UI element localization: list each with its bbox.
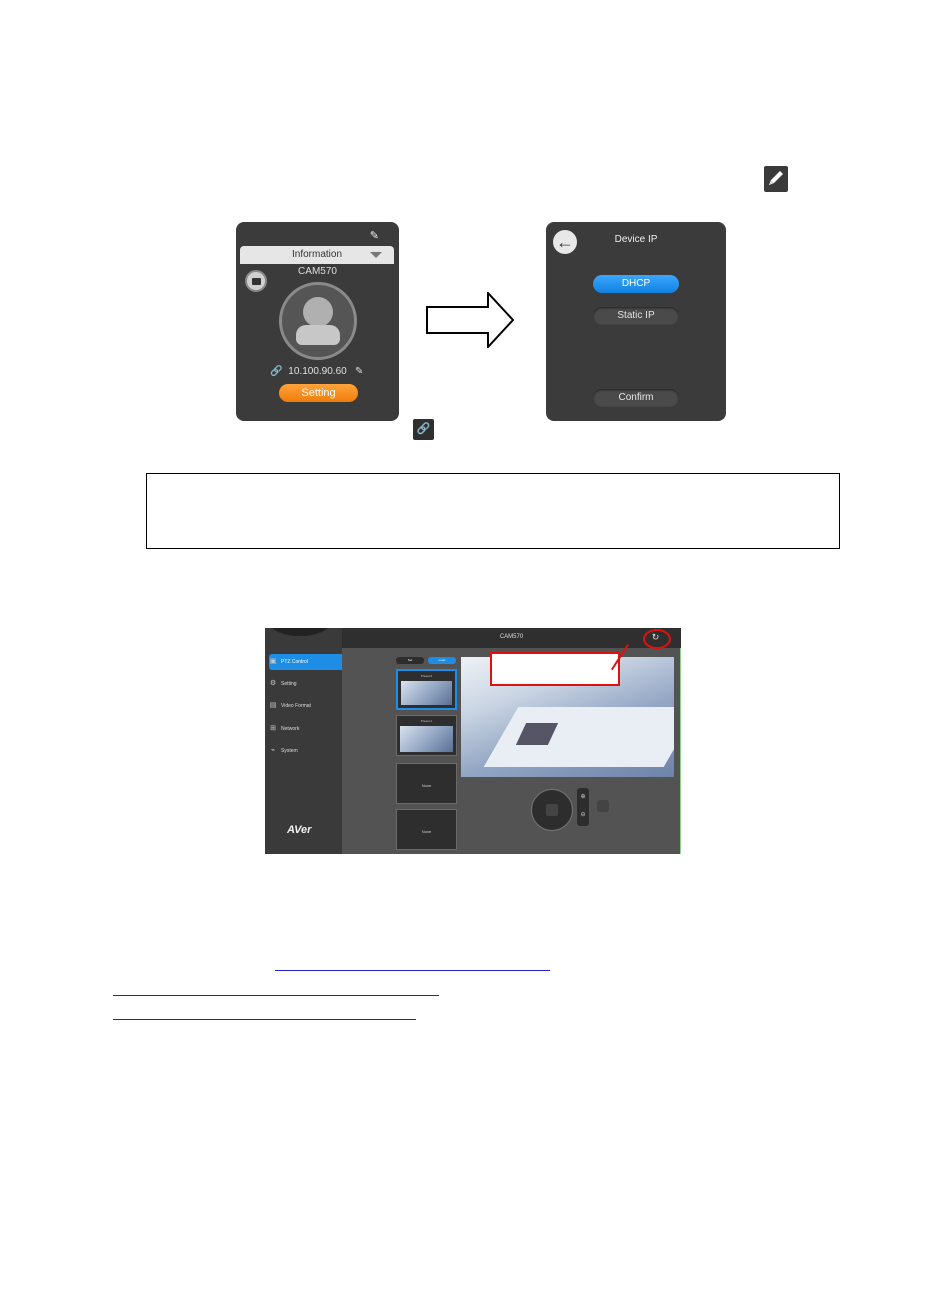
- network-icon: ⊞: [270, 725, 276, 732]
- device-ip-title: Device IP: [614, 234, 658, 245]
- edit-pencil-icon: [764, 166, 788, 192]
- zoom-out-icon[interactable]: ⊖: [580, 812, 586, 818]
- dropdown-arrow-icon: [370, 252, 382, 258]
- load-button[interactable]: Load: [428, 657, 456, 664]
- information-dropdown[interactable]: [240, 246, 394, 264]
- link-icon[interactable]: 🔗: [270, 366, 283, 377]
- note-box: [146, 473, 840, 549]
- pencil-icon[interactable]: ✎: [369, 230, 379, 242]
- camera-name: CAM570: [298, 266, 337, 277]
- ptz-icon: ▣: [269, 658, 277, 665]
- web-ui-screenshot: [265, 628, 681, 854]
- preset-thumbnail: [400, 726, 453, 752]
- preset-0[interactable]: Preset 0: [396, 669, 457, 710]
- preset-3[interactable]: None: [396, 809, 457, 850]
- fit-icon[interactable]: [597, 800, 609, 812]
- preset-1[interactable]: Preset 1: [396, 715, 457, 756]
- top-bar: [342, 628, 681, 648]
- hyperlink-underline[interactable]: [275, 970, 550, 971]
- sidebar: [265, 628, 342, 854]
- highlight-circle: [643, 629, 671, 649]
- dhcp-button[interactable]: DHCP: [593, 275, 679, 293]
- home-icon[interactable]: [546, 804, 558, 816]
- confirm-button[interactable]: Confirm: [593, 389, 679, 407]
- device-info-card: [236, 222, 399, 421]
- sidebar-item-network[interactable]: ⊞ Network: [269, 721, 342, 737]
- right-arrow-icon: [426, 292, 514, 348]
- film-icon: ▤: [269, 702, 277, 709]
- aver-logo: AVer: [287, 824, 312, 836]
- setting-button[interactable]: Setting: [279, 384, 358, 402]
- information-label: Information: [291, 249, 343, 260]
- zoom-control[interactable]: [577, 788, 589, 826]
- camera-title: CAM570: [499, 634, 524, 640]
- set-button[interactable]: Set: [396, 657, 424, 664]
- camera-avatar: [279, 282, 357, 360]
- hyperlink-underline[interactable]: [113, 1019, 416, 1020]
- preset-thumbnail: [401, 681, 452, 705]
- static-ip-button[interactable]: Static IP: [593, 307, 679, 325]
- preset-2[interactable]: None: [396, 763, 457, 804]
- sidebar-item-setting[interactable]: ⚙ Setting: [269, 676, 342, 692]
- callout-box: [490, 652, 620, 686]
- sidebar-item-ptz-control[interactable]: ▣ PTZ Control: [269, 654, 342, 670]
- device-ip-card: [546, 222, 726, 421]
- refresh-icon[interactable]: ↻: [651, 632, 660, 642]
- zoom-in-icon[interactable]: ⊕: [580, 794, 586, 800]
- sidebar-item-system[interactable]: ⌁ System: [269, 743, 342, 759]
- system-icon: ⌁: [270, 747, 276, 754]
- ptz-direction-pad[interactable]: [531, 789, 573, 831]
- ip-address: 10.100.90.60: [288, 366, 347, 377]
- edit-ip-pencil-icon[interactable]: ✎: [355, 366, 364, 377]
- gear-icon: ⚙: [269, 680, 277, 687]
- link-icon: 🔗: [413, 419, 434, 440]
- sidebar-item-video-format[interactable]: ▤ Video Format: [269, 698, 342, 714]
- camera-icon[interactable]: [245, 270, 267, 292]
- hyperlink-underline[interactable]: [113, 995, 439, 996]
